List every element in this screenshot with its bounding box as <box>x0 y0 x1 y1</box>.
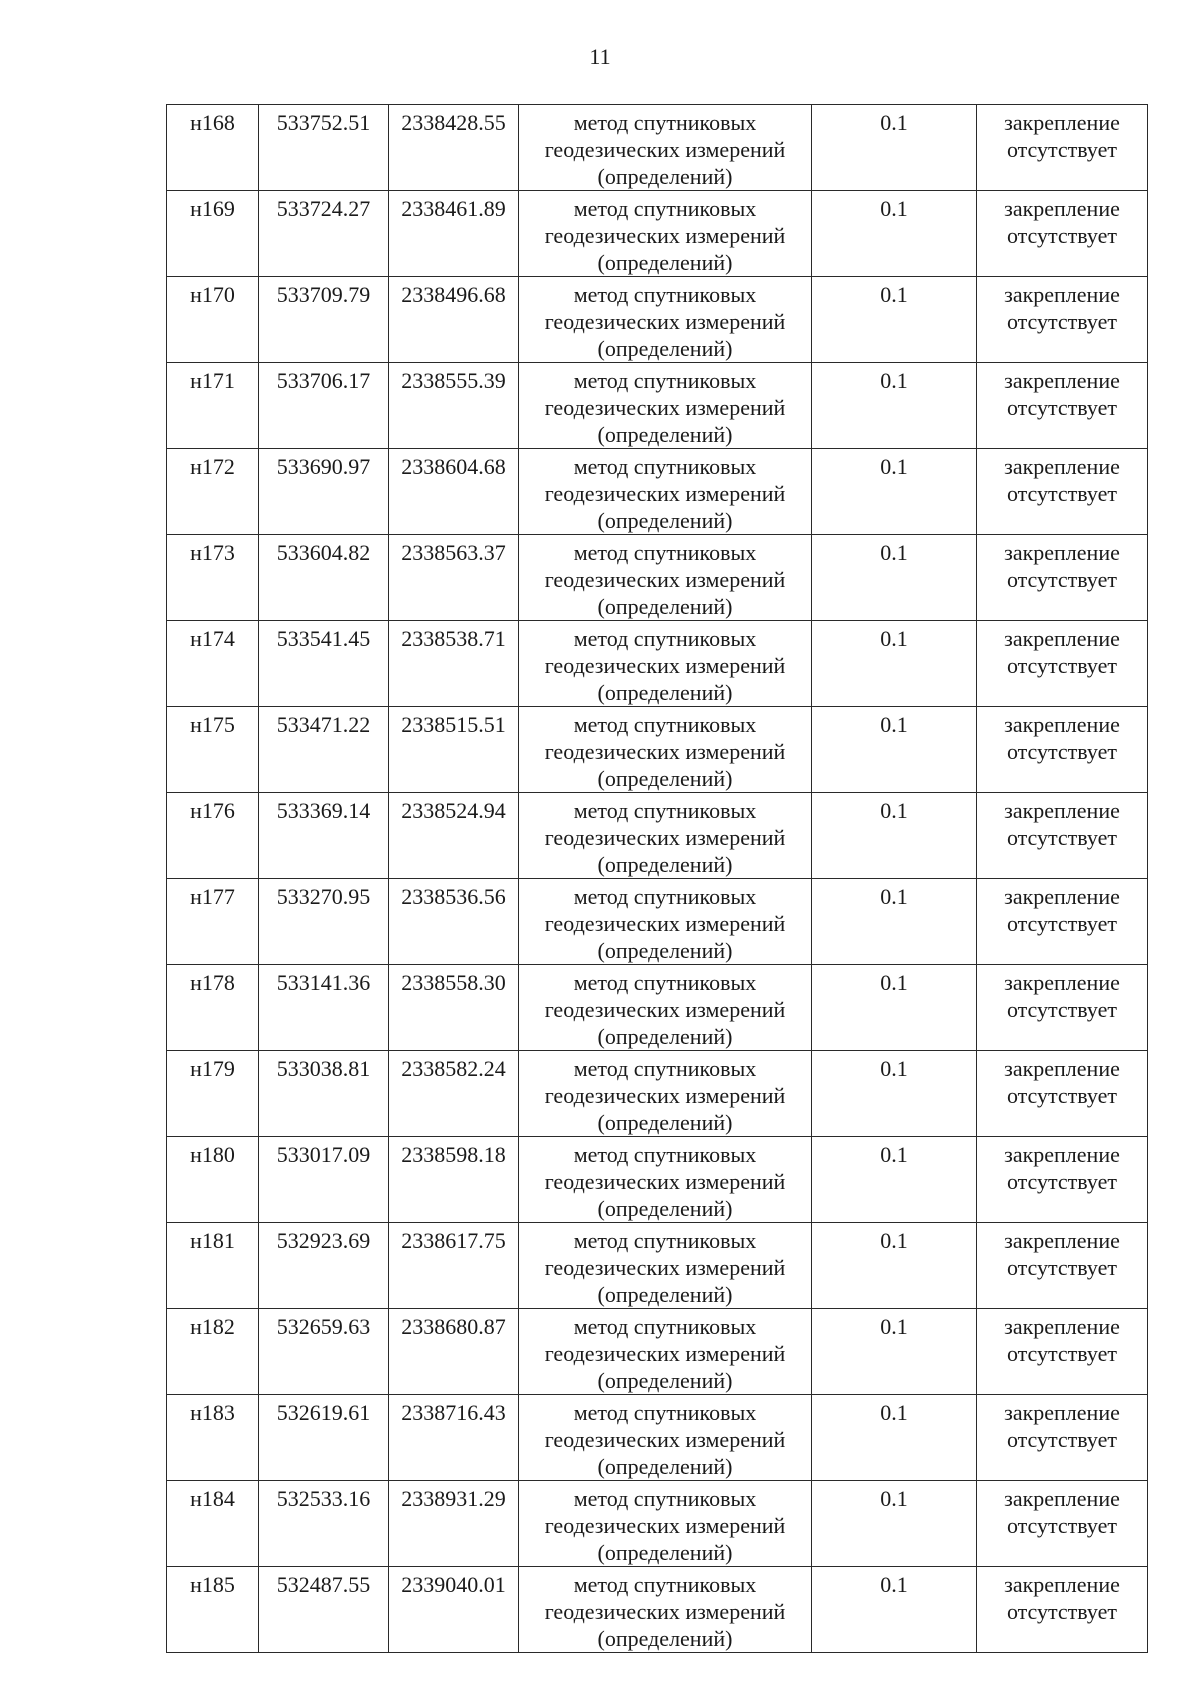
method-cell: метод спутниковых геодезических измерений (определений) <box>519 793 812 879</box>
fixing-cell: закрепление отсутствует <box>977 707 1148 793</box>
table-body <box>167 105 1148 1653</box>
fixing-cell: закрепление отсутствует <box>977 1137 1148 1223</box>
method-cell: метод спутниковых геодезических измерений (определений) <box>519 1137 812 1223</box>
coordinate-x-cell: 533038.81 <box>259 1051 389 1137</box>
method-cell: метод спутниковых геодезических измерений (определений) <box>519 1395 812 1481</box>
coordinate-x-cell: 532923.69 <box>259 1223 389 1309</box>
precision-cell: 0.1 <box>812 1051 977 1137</box>
coordinate-y-cell: 2338496.68 <box>389 277 519 363</box>
method-cell: метод спутниковых геодезических измерений (определений) <box>519 1481 812 1567</box>
table-row <box>167 965 1148 1051</box>
coordinate-y-cell: 2338617.75 <box>389 1223 519 1309</box>
coordinate-x-cell: 532533.16 <box>259 1481 389 1567</box>
method-cell: метод спутниковых геодезических измерений (определений) <box>519 965 812 1051</box>
point-name-cell: н176 <box>167 793 259 879</box>
precision-cell: 0.1 <box>812 621 977 707</box>
point-name-cell: н175 <box>167 707 259 793</box>
table-row <box>167 1223 1148 1309</box>
point-name-cell: н171 <box>167 363 259 449</box>
point-name-cell: н172 <box>167 449 259 535</box>
coordinate-y-cell: 2338428.55 <box>389 105 519 191</box>
coordinate-x-cell: 533017.09 <box>259 1137 389 1223</box>
point-name-cell: н182 <box>167 1309 259 1395</box>
coordinate-y-cell: 2338538.71 <box>389 621 519 707</box>
coordinate-x-cell: 533471.22 <box>259 707 389 793</box>
precision-cell: 0.1 <box>812 363 977 449</box>
coordinate-y-cell: 2338931.29 <box>389 1481 519 1567</box>
point-name-cell: н180 <box>167 1137 259 1223</box>
table-row <box>167 449 1148 535</box>
table-row <box>167 1481 1148 1567</box>
method-cell: метод спутниковых геодезических измерений (определений) <box>519 879 812 965</box>
coordinate-x-cell: 533270.95 <box>259 879 389 965</box>
fixing-cell: закрепление отсутствует <box>977 105 1148 191</box>
fixing-cell: закрепление отсутствует <box>977 277 1148 363</box>
method-cell: метод спутниковых геодезических измерений (определений) <box>519 449 812 535</box>
page-number: 11 <box>589 44 611 69</box>
fixing-cell: закрепление отсутствует <box>977 535 1148 621</box>
precision-cell: 0.1 <box>812 793 977 879</box>
coordinate-y-cell: 2338604.68 <box>389 449 519 535</box>
coordinate-y-cell: 2338515.51 <box>389 707 519 793</box>
precision-cell: 0.1 <box>812 1223 977 1309</box>
coordinate-y-cell: 2338563.37 <box>389 535 519 621</box>
precision-cell: 0.1 <box>812 1137 977 1223</box>
fixing-cell: закрепление отсутствует <box>977 793 1148 879</box>
coordinate-y-cell: 2338524.94 <box>389 793 519 879</box>
table-row <box>167 1309 1148 1395</box>
point-name-cell: н169 <box>167 191 259 277</box>
precision-cell: 0.1 <box>812 535 977 621</box>
point-name-cell: н185 <box>167 1567 259 1653</box>
precision-cell: 0.1 <box>812 879 977 965</box>
precision-cell: 0.1 <box>812 1567 977 1653</box>
point-name-cell: н181 <box>167 1223 259 1309</box>
coordinate-x-cell: 533752.51 <box>259 105 389 191</box>
coordinate-y-cell: 2338598.18 <box>389 1137 519 1223</box>
coordinate-y-cell: 2338582.24 <box>389 1051 519 1137</box>
table-row <box>167 105 1148 191</box>
fixing-cell: закрепление отсутствует <box>977 1051 1148 1137</box>
point-name-cell: н174 <box>167 621 259 707</box>
point-name-cell: н184 <box>167 1481 259 1567</box>
table-row <box>167 363 1148 449</box>
fixing-cell: закрепление отсутствует <box>977 1567 1148 1653</box>
fixing-cell: закрепление отсутствует <box>977 363 1148 449</box>
method-cell: метод спутниковых геодезических измерений (определений) <box>519 1309 812 1395</box>
precision-cell: 0.1 <box>812 1395 977 1481</box>
method-cell: метод спутниковых геодезических измерений (определений) <box>519 191 812 277</box>
fixing-cell: закрепление отсутствует <box>977 1223 1148 1309</box>
coordinate-x-cell: 533724.27 <box>259 191 389 277</box>
fixing-cell: закрепление отсутствует <box>977 1309 1148 1395</box>
fixing-cell: закрепление отсутствует <box>977 879 1148 965</box>
coordinate-y-cell: 2338536.56 <box>389 879 519 965</box>
table-row <box>167 1051 1148 1137</box>
point-name-cell: н168 <box>167 105 259 191</box>
point-name-cell: н177 <box>167 879 259 965</box>
point-name-cell: н173 <box>167 535 259 621</box>
table-row <box>167 1395 1148 1481</box>
table-row <box>167 191 1148 277</box>
fixing-cell: закрепление отсутствует <box>977 449 1148 535</box>
table-row <box>167 277 1148 363</box>
precision-cell: 0.1 <box>812 707 977 793</box>
coordinate-x-cell: 533709.79 <box>259 277 389 363</box>
method-cell: метод спутниковых геодезических измерений (определений) <box>519 707 812 793</box>
precision-cell: 0.1 <box>812 965 977 1051</box>
precision-cell: 0.1 <box>812 449 977 535</box>
table-row <box>167 535 1148 621</box>
coordinate-x-cell: 533690.97 <box>259 449 389 535</box>
method-cell: метод спутниковых геодезических измерений (определений) <box>519 105 812 191</box>
coordinate-y-cell: 2339040.01 <box>389 1567 519 1653</box>
fixing-cell: закрепление отсутствует <box>977 621 1148 707</box>
coordinate-x-cell: 532659.63 <box>259 1309 389 1395</box>
precision-cell: 0.1 <box>812 277 977 363</box>
fixing-cell: закрепление отсутствует <box>977 1395 1148 1481</box>
table-row <box>167 1137 1148 1223</box>
precision-cell: 0.1 <box>812 191 977 277</box>
precision-cell: 0.1 <box>812 1309 977 1395</box>
method-cell: метод спутниковых геодезических измерений (определений) <box>519 535 812 621</box>
table-row <box>167 621 1148 707</box>
coordinate-y-cell: 2338558.30 <box>389 965 519 1051</box>
method-cell: метод спутниковых геодезических измерений (определений) <box>519 621 812 707</box>
table-row <box>167 793 1148 879</box>
coordinate-x-cell: 533141.36 <box>259 965 389 1051</box>
fixing-cell: закрепление отсутствует <box>977 965 1148 1051</box>
fixing-cell: закрепление отсутствует <box>977 191 1148 277</box>
point-name-cell: н178 <box>167 965 259 1051</box>
table-row <box>167 707 1148 793</box>
coordinate-y-cell: 2338461.89 <box>389 191 519 277</box>
point-name-cell: н170 <box>167 277 259 363</box>
coordinate-x-cell: 532487.55 <box>259 1567 389 1653</box>
table-row <box>167 879 1148 965</box>
coordinate-x-cell: 533369.14 <box>259 793 389 879</box>
point-name-cell: н179 <box>167 1051 259 1137</box>
precision-cell: 0.1 <box>812 105 977 191</box>
coordinate-x-cell: 533706.17 <box>259 363 389 449</box>
point-name-cell: н183 <box>167 1395 259 1481</box>
method-cell: метод спутниковых геодезических измерений (определений) <box>519 363 812 449</box>
method-cell: метод спутниковых геодезических измерений (определений) <box>519 1223 812 1309</box>
fixing-cell: закрепление отсутствует <box>977 1481 1148 1567</box>
coordinate-x-cell: 533604.82 <box>259 535 389 621</box>
precision-cell: 0.1 <box>812 1481 977 1567</box>
coordinates-table <box>166 104 1148 1653</box>
coordinate-y-cell: 2338680.87 <box>389 1309 519 1395</box>
method-cell: метод спутниковых геодезических измерений (определений) <box>519 1567 812 1653</box>
coordinate-y-cell: 2338555.39 <box>389 363 519 449</box>
coordinate-y-cell: 2338716.43 <box>389 1395 519 1481</box>
method-cell: метод спутниковых геодезических измерений (определений) <box>519 277 812 363</box>
coordinate-x-cell: 533541.45 <box>259 621 389 707</box>
method-cell: метод спутниковых геодезических измерений (определений) <box>519 1051 812 1137</box>
coordinate-x-cell: 532619.61 <box>259 1395 389 1481</box>
table-row <box>167 1567 1148 1653</box>
